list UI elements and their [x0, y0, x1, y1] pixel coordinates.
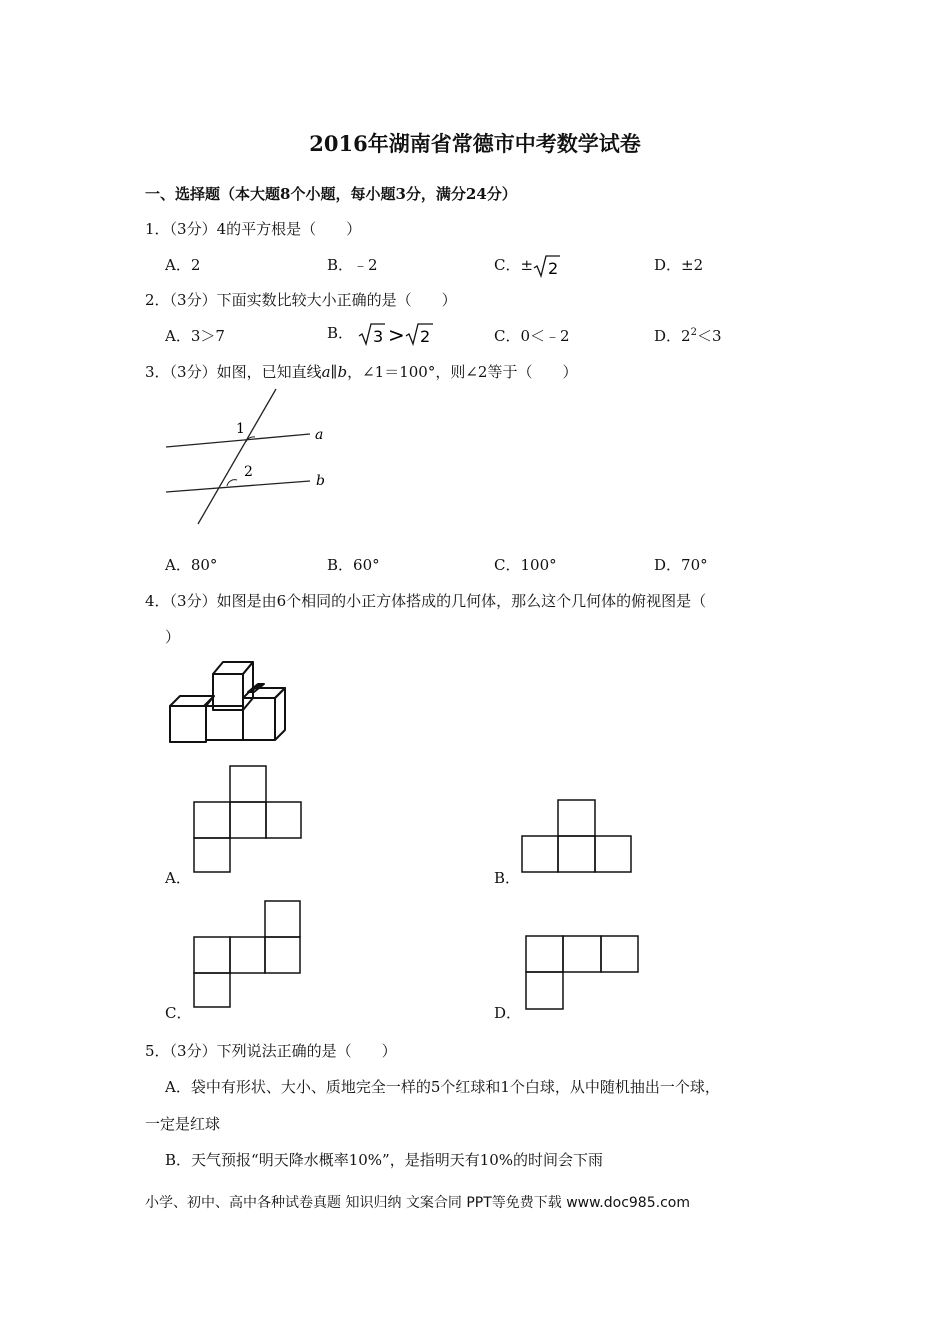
q3-option-d: D．70°	[654, 556, 708, 574]
q4-option-a-grid	[190, 764, 305, 874]
question-5-stem: 5．（3分）下列说法正确的是（ ）	[145, 1042, 397, 1060]
page-title: 2016年湖南省常德市中考数学试卷	[309, 131, 641, 156]
q4-option-d-label: D．	[494, 1004, 522, 1022]
svg-text:2: 2	[548, 259, 559, 278]
q5-option-b: B．天气预报“明天降水概率10%”，是指明天有10%的时间会下雨	[165, 1151, 604, 1169]
q1-option-d: D．±2	[654, 256, 704, 274]
q3-option-b: B．60°	[327, 556, 380, 574]
sqrt-comparison	[358, 322, 438, 346]
q5-option-a-line1: A．袋中有形状、大小、质地完全一样的5个红球和1个白球，从中随机抽出一个球，	[165, 1078, 720, 1096]
question-1-stem: 1．（3分）4的平方根是（ ）	[145, 220, 362, 238]
svg-text:>: >	[387, 323, 405, 346]
q4-option-d-grid	[522, 933, 642, 1013]
q2-option-a: A．3＞7	[165, 327, 225, 345]
parallel-lines-figure	[160, 385, 340, 530]
angle-2-label: 2	[244, 464, 253, 480]
question-4-stem-line1: 4．（3分）如图是由6个相同的小正方体搭成的几何体，那么这个几何体的俯视图是（	[145, 592, 707, 610]
svg-text:3: 3	[372, 327, 383, 346]
svg-text:2: 2	[419, 327, 430, 346]
q2-option-c: C．0＜﹣2	[494, 327, 570, 345]
q1-option-a: A．2	[165, 256, 201, 274]
q3-option-a: A．80°	[165, 556, 218, 574]
sqrt-symbol	[533, 254, 561, 278]
line-a-label: a	[315, 427, 324, 443]
question-2-stem: 2．（3分）下面实数比较大小正确的是（ ）	[145, 291, 457, 309]
angle-1-label: 1	[236, 421, 245, 437]
q4-option-a-label: A．	[165, 869, 191, 887]
q3-option-c: C．100°	[494, 556, 557, 574]
q4-option-c-label: C．	[165, 1004, 192, 1022]
q1-option-b: B．﹣2	[327, 256, 378, 274]
footer-text: 小学、初中、高中各种试卷真题 知识归纳 文案合同 PPT等免费下载 www.doc985.com	[145, 1195, 690, 1211]
q4-option-b-label: B．	[494, 869, 521, 887]
section-heading: 一、选择题（本大题8个小题，每小题3分，满分24分）	[145, 185, 517, 203]
q2-option-b: B． 3 > 2	[327, 322, 438, 346]
q2-option-d: D．$2^2<3$	[654, 327, 722, 345]
cubes-solid-figure	[164, 654, 294, 749]
question-4-stem-line2: ）	[165, 628, 181, 646]
q4-option-c-grid	[190, 899, 305, 1011]
q4-option-b-grid	[519, 798, 634, 876]
question-3-stem: 3．（3分）如图，已知直线a∥b，∠1＝100°，则∠2等于（ ）	[145, 363, 578, 381]
line-b-label: b	[316, 473, 325, 489]
q5-option-a-line2: 一定是红球	[145, 1115, 221, 1133]
q1-option-c: C．± 2	[494, 254, 561, 278]
